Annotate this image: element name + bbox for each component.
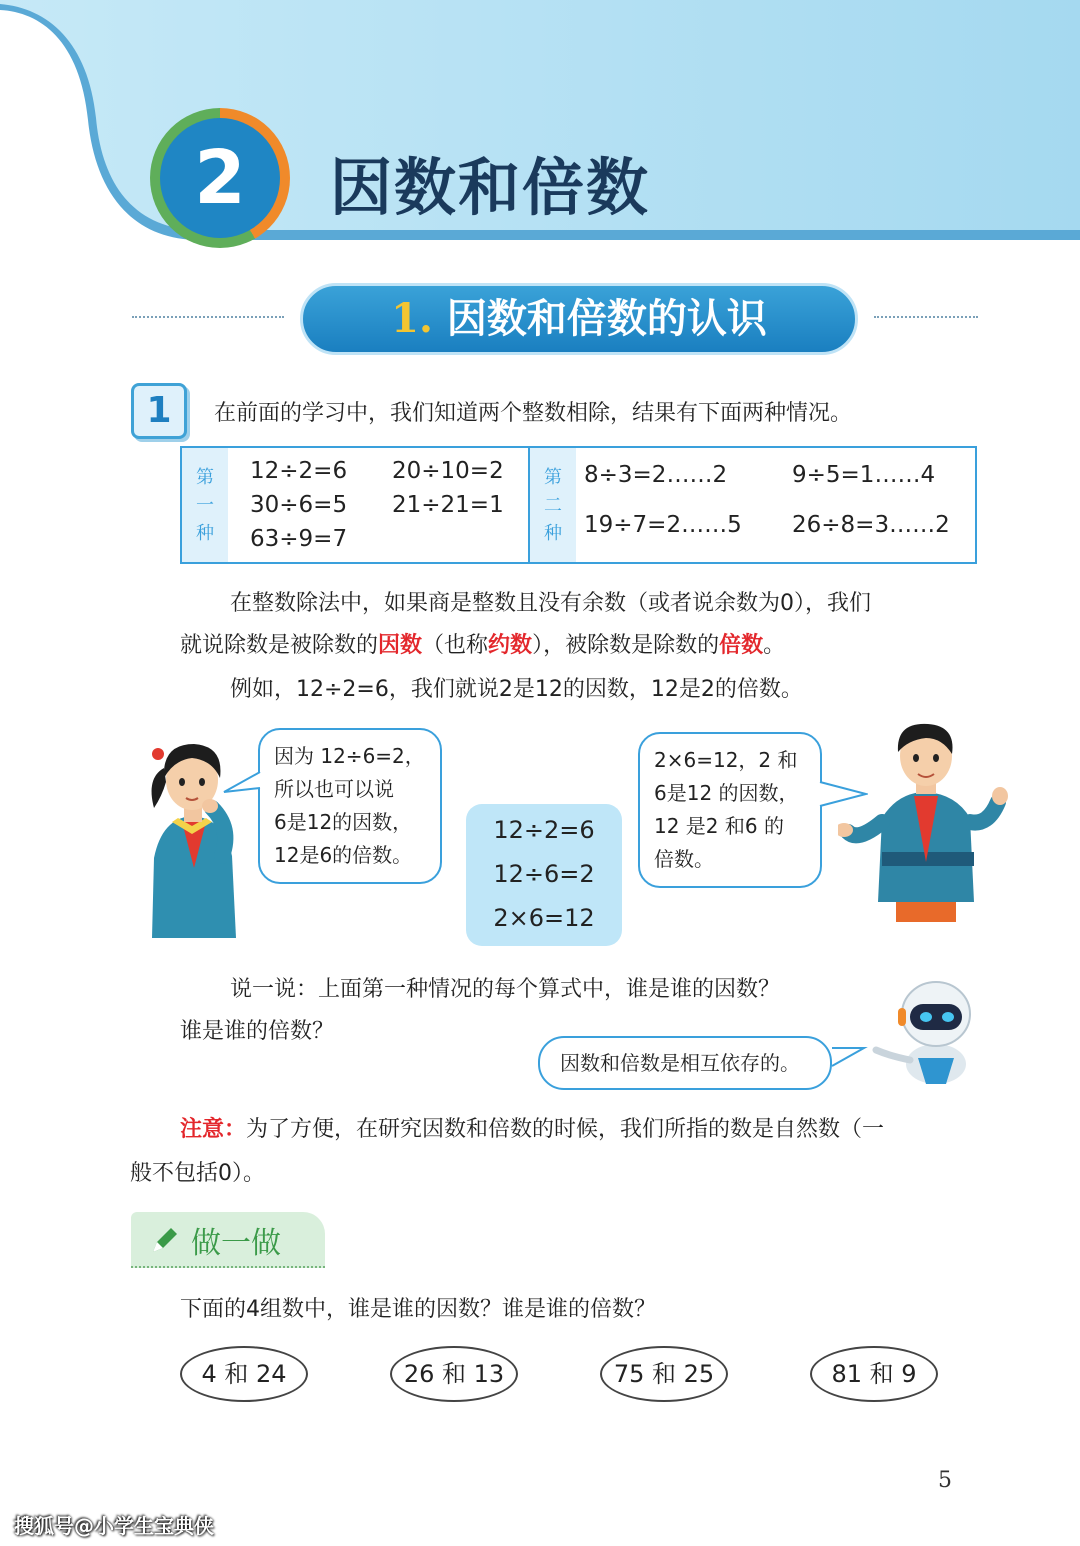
robot-speech-bubble xyxy=(538,1036,832,1090)
term-factor: 因数 xyxy=(378,633,423,658)
definition-line2 xyxy=(180,628,785,659)
center-equation: 12÷2=6 xyxy=(493,816,595,844)
case2-equation: 9÷5=1……4 xyxy=(792,462,936,488)
chapter-number: 2 xyxy=(160,118,280,238)
robot-bubble-tail xyxy=(828,1044,868,1074)
bubble-line: 倍数。 xyxy=(654,847,714,871)
note-label: 注意： xyxy=(180,1117,247,1142)
term-multiple: 倍数 xyxy=(719,633,764,658)
girl-illustration xyxy=(132,738,252,938)
case2-tag-char: 第 xyxy=(544,467,562,488)
discuss-line1: 说一说：上面第一种情况的每个算式中，谁是谁的因数？ xyxy=(230,977,781,1002)
practice-title: 做一做 xyxy=(191,1226,281,1261)
case1-equation: 30÷6=5 xyxy=(250,492,348,518)
bubble-line: 6是12 的因数， xyxy=(654,781,799,805)
case2-equation: 19÷7=2……5 xyxy=(584,512,742,538)
definition-line1: 在整数除法中，如果商是整数且没有余数（或者说余数为0），我们 xyxy=(230,591,871,616)
note-line1 xyxy=(180,1112,884,1143)
definition-text: 。 xyxy=(763,633,786,658)
case2-tag xyxy=(530,448,576,562)
bubble-line: 6是12的因数， xyxy=(274,810,413,834)
number-pair: 75 和 25 xyxy=(600,1346,728,1402)
term-divisor: 约数 xyxy=(488,633,533,658)
case2-equation: 8÷3=2……2 xyxy=(584,462,728,488)
boy-speech-bubble xyxy=(638,732,822,888)
section-title: 因数和倍数的认识 xyxy=(446,295,767,342)
case2-tag-char: 二 xyxy=(544,495,562,516)
number-pair: 26 和 13 xyxy=(390,1346,518,1402)
discuss-line2: 谁是谁的倍数？ xyxy=(180,1019,335,1044)
boy-illustration xyxy=(838,722,1018,922)
case1-equation: 12÷2=6 xyxy=(250,458,348,484)
case2-tag-char: 种 xyxy=(544,523,562,544)
case1-tag-char: 种 xyxy=(196,523,214,544)
division-cases-table xyxy=(180,446,977,564)
chapter-number-badge xyxy=(150,108,290,248)
note-line2: 般不包括0）。 xyxy=(130,1161,265,1186)
watermark: 搜狐号@小学生宝典侠 xyxy=(14,1514,214,1538)
page-number: 5 xyxy=(938,1468,952,1493)
bubble-line: 12是6的倍数。 xyxy=(274,843,413,867)
case1-tag-char: 第 xyxy=(196,467,214,488)
girl-bubble-tail xyxy=(222,770,262,800)
center-equation: 12÷6=2 xyxy=(493,860,595,888)
girl-speech-bubble xyxy=(258,728,442,884)
section-banner xyxy=(300,283,858,355)
bubble-line: 所以也可以说 xyxy=(274,777,394,801)
bubble-line: 因为 12÷6=2， xyxy=(274,744,425,768)
bubble-line: 2×6=12，2 和 xyxy=(654,748,798,772)
example-number-badge: 1 xyxy=(131,383,187,439)
practice-question: 下面的4组数中，谁是谁的因数？谁是谁的倍数？ xyxy=(180,1297,656,1322)
number-pair: 81 和 9 xyxy=(810,1346,938,1402)
case1-tag xyxy=(182,448,228,562)
example-intro: 在前面的学习中，我们知道两个整数相除，结果有下面两种情况。 xyxy=(214,401,853,426)
definition-example: 例如，12÷2=6，我们就说2是12的因数，12是2的倍数。 xyxy=(230,677,803,702)
bubble-line: 12 是2 和6 的 xyxy=(654,814,784,838)
note-text: 为了方便，在研究因数和倍数的时候，我们所指的数是自然数（一 xyxy=(246,1117,885,1142)
definition-text: ），被除数是除数的 xyxy=(532,633,720,658)
case1-equation: 63÷9=7 xyxy=(250,526,348,552)
case1-equation: 20÷10=2 xyxy=(392,458,504,484)
practice-tab xyxy=(131,1212,325,1268)
case1-equation: 21÷21=1 xyxy=(392,492,504,518)
center-equation: 2×6=12 xyxy=(493,904,595,932)
pencil-icon xyxy=(147,1224,181,1258)
case1-tag-char: 一 xyxy=(196,495,214,516)
banner-dots-right xyxy=(874,316,978,318)
equation-box xyxy=(466,804,622,946)
robot-illustration xyxy=(870,976,974,1084)
definition-text: 就说除数是被除数的 xyxy=(180,633,379,658)
case2-equation: 26÷8=3……2 xyxy=(792,512,950,538)
bubble-line: 因数和倍数是相互依存的。 xyxy=(560,1051,800,1075)
banner-dots-left xyxy=(132,316,284,318)
definition-text: （也称 xyxy=(422,633,489,658)
chapter-title: 因数和倍数 xyxy=(330,151,651,224)
section-number: 1. xyxy=(391,295,433,342)
number-pair: 4 和 24 xyxy=(180,1346,308,1402)
